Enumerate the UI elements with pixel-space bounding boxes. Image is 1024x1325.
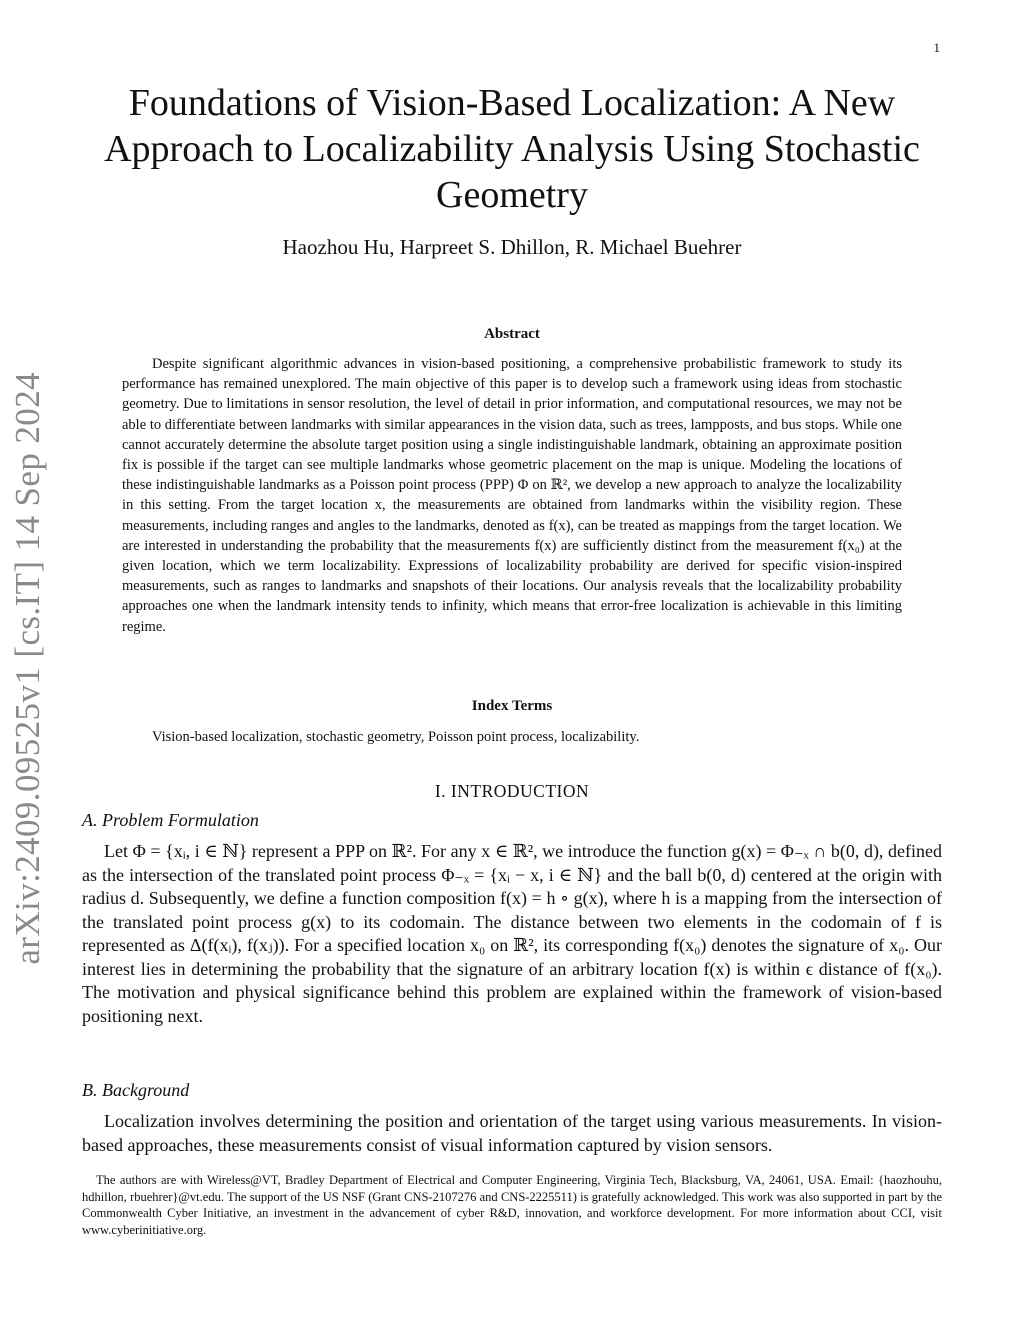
arxiv-identifier-text: arXiv:2409.09525v1 [cs.IT] 14 Sep 2024 xyxy=(8,372,47,965)
paragraph-problem-formulation: Let Φ = {xᵢ, i ∈ ℕ} represent a PPP on ℝ². For any x ∈ ℝ², we introduce the function g(x) = Φ₋ₓ ∩ b(0, d), defined as the intersection of the translated point process Φ₋ₓ = {xᵢ − x, i ∈ ℕ} and the ball b(0, d) centered at the origin with radius d. Subsequently, we define a function composition f(x) = h ∘ g(x), where h is a mapping from the intersection of the translated point process g(x) to its codomain. The distance between two elements in the codomain of f is represented as Δ(f(xᵢ), f(xⱼ)). For a specified location x₀ on ℝ², its corresponding f(x₀) denotes the signature of x₀. Our interest lies in determining the probability that the signature of an arbitrary location f(x) is within ϵ distance of f(x₀). The motivation and physical significance behind this problem are explained within the framework of vision-based positioning next. xyxy=(82,841,942,1026)
index-terms-heading: Index Terms xyxy=(471,698,553,714)
paper-title: Foundations of Vision-Based Localization: A New Approach to Localizability Analysis Using Stochastic Geometry xyxy=(104,82,920,216)
paper-authors: Haozhou Hu, Harpreet S. Dhillon, R. Michael Buehrer xyxy=(282,235,742,259)
author-footnote: The authors are with Wireless@VT, Bradley Department of Electrical and Computer Engineering, Virginia Tech, Blacksburg, VA, 24061, USA. Email: {haozhouhu, hdhillon, rbuehrer}@vt.edu. The support of the US NSF (Grant CNS-2107276 and CNS-2225511) is gratefully acknowledged. This work was also supported in part by the Commonwealth Cyber Initiative, an investment in the advancement of cyber R&D, innovation, and workforce development. For more information about CCI, visit www.cyberinitiative.org. xyxy=(82,1173,942,1237)
subsection-heading-background: B. Background xyxy=(82,1080,190,1100)
page-number: 1 xyxy=(933,40,940,55)
paragraph-background: Localization involves determining the position and orientation of the target using various measurements. In vision-based approaches, these measurements consist of visual information captured by vision sensors. xyxy=(82,1111,942,1155)
section-heading-introduction: I. INTRODUCTION xyxy=(434,781,590,801)
abstract-heading: Abstract xyxy=(484,326,540,342)
subsection-heading-problem-formulation: A. Problem Formulation xyxy=(82,810,259,830)
abstract-body: Despite significant algorithmic advances in vision-based positioning, a comprehensive probabilistic framework to study its performance has remained unexplored. The main objective of this paper is to develop such a framework using ideas from stochastic geometry. Due to limitations in sensor resolution, the level of detail in prior information, and computational resources, we may not be able to differentiate between landmarks with similar appearances in the vision data, such as trees, lampposts, and bus stops. While one cannot accurately determine the absolute target position using a single indistinguishable landmark, obtaining an approximate position fix is possible if the target can see multiple landmarks whose geometric placement on the map is unique. Modeling the locations of these indistinguishable landmarks as a Poisson point process (PPP) Φ on ℝ², we develop a new approach to analyze the localizability in this setting. From the target location x, the measurements are obtained from landmarks within the visibility region. These measurements, including ranges and angles to the landmarks, denoted as f(x), can be treated as mappings from the target location. We are interested in understanding the probability that the measurements f(x) are sufficiently distinct from the measurement f(x₀) at the given location, which we term localizability. Expressions of localizability probability are derived for specific vision-inspired measurements, such as ranges to landmarks and snapshots of their locations. Our analysis reveals that the localizability probability approaches one when the landmark intensity tends to infinity, which means that error-free localization is achievable in this limiting regime. xyxy=(122,356,902,635)
index-terms-body: Vision-based localization, stochastic geometry, Poisson point process, localizability. xyxy=(152,729,640,745)
arxiv-identifier-margin xyxy=(8,372,78,965)
